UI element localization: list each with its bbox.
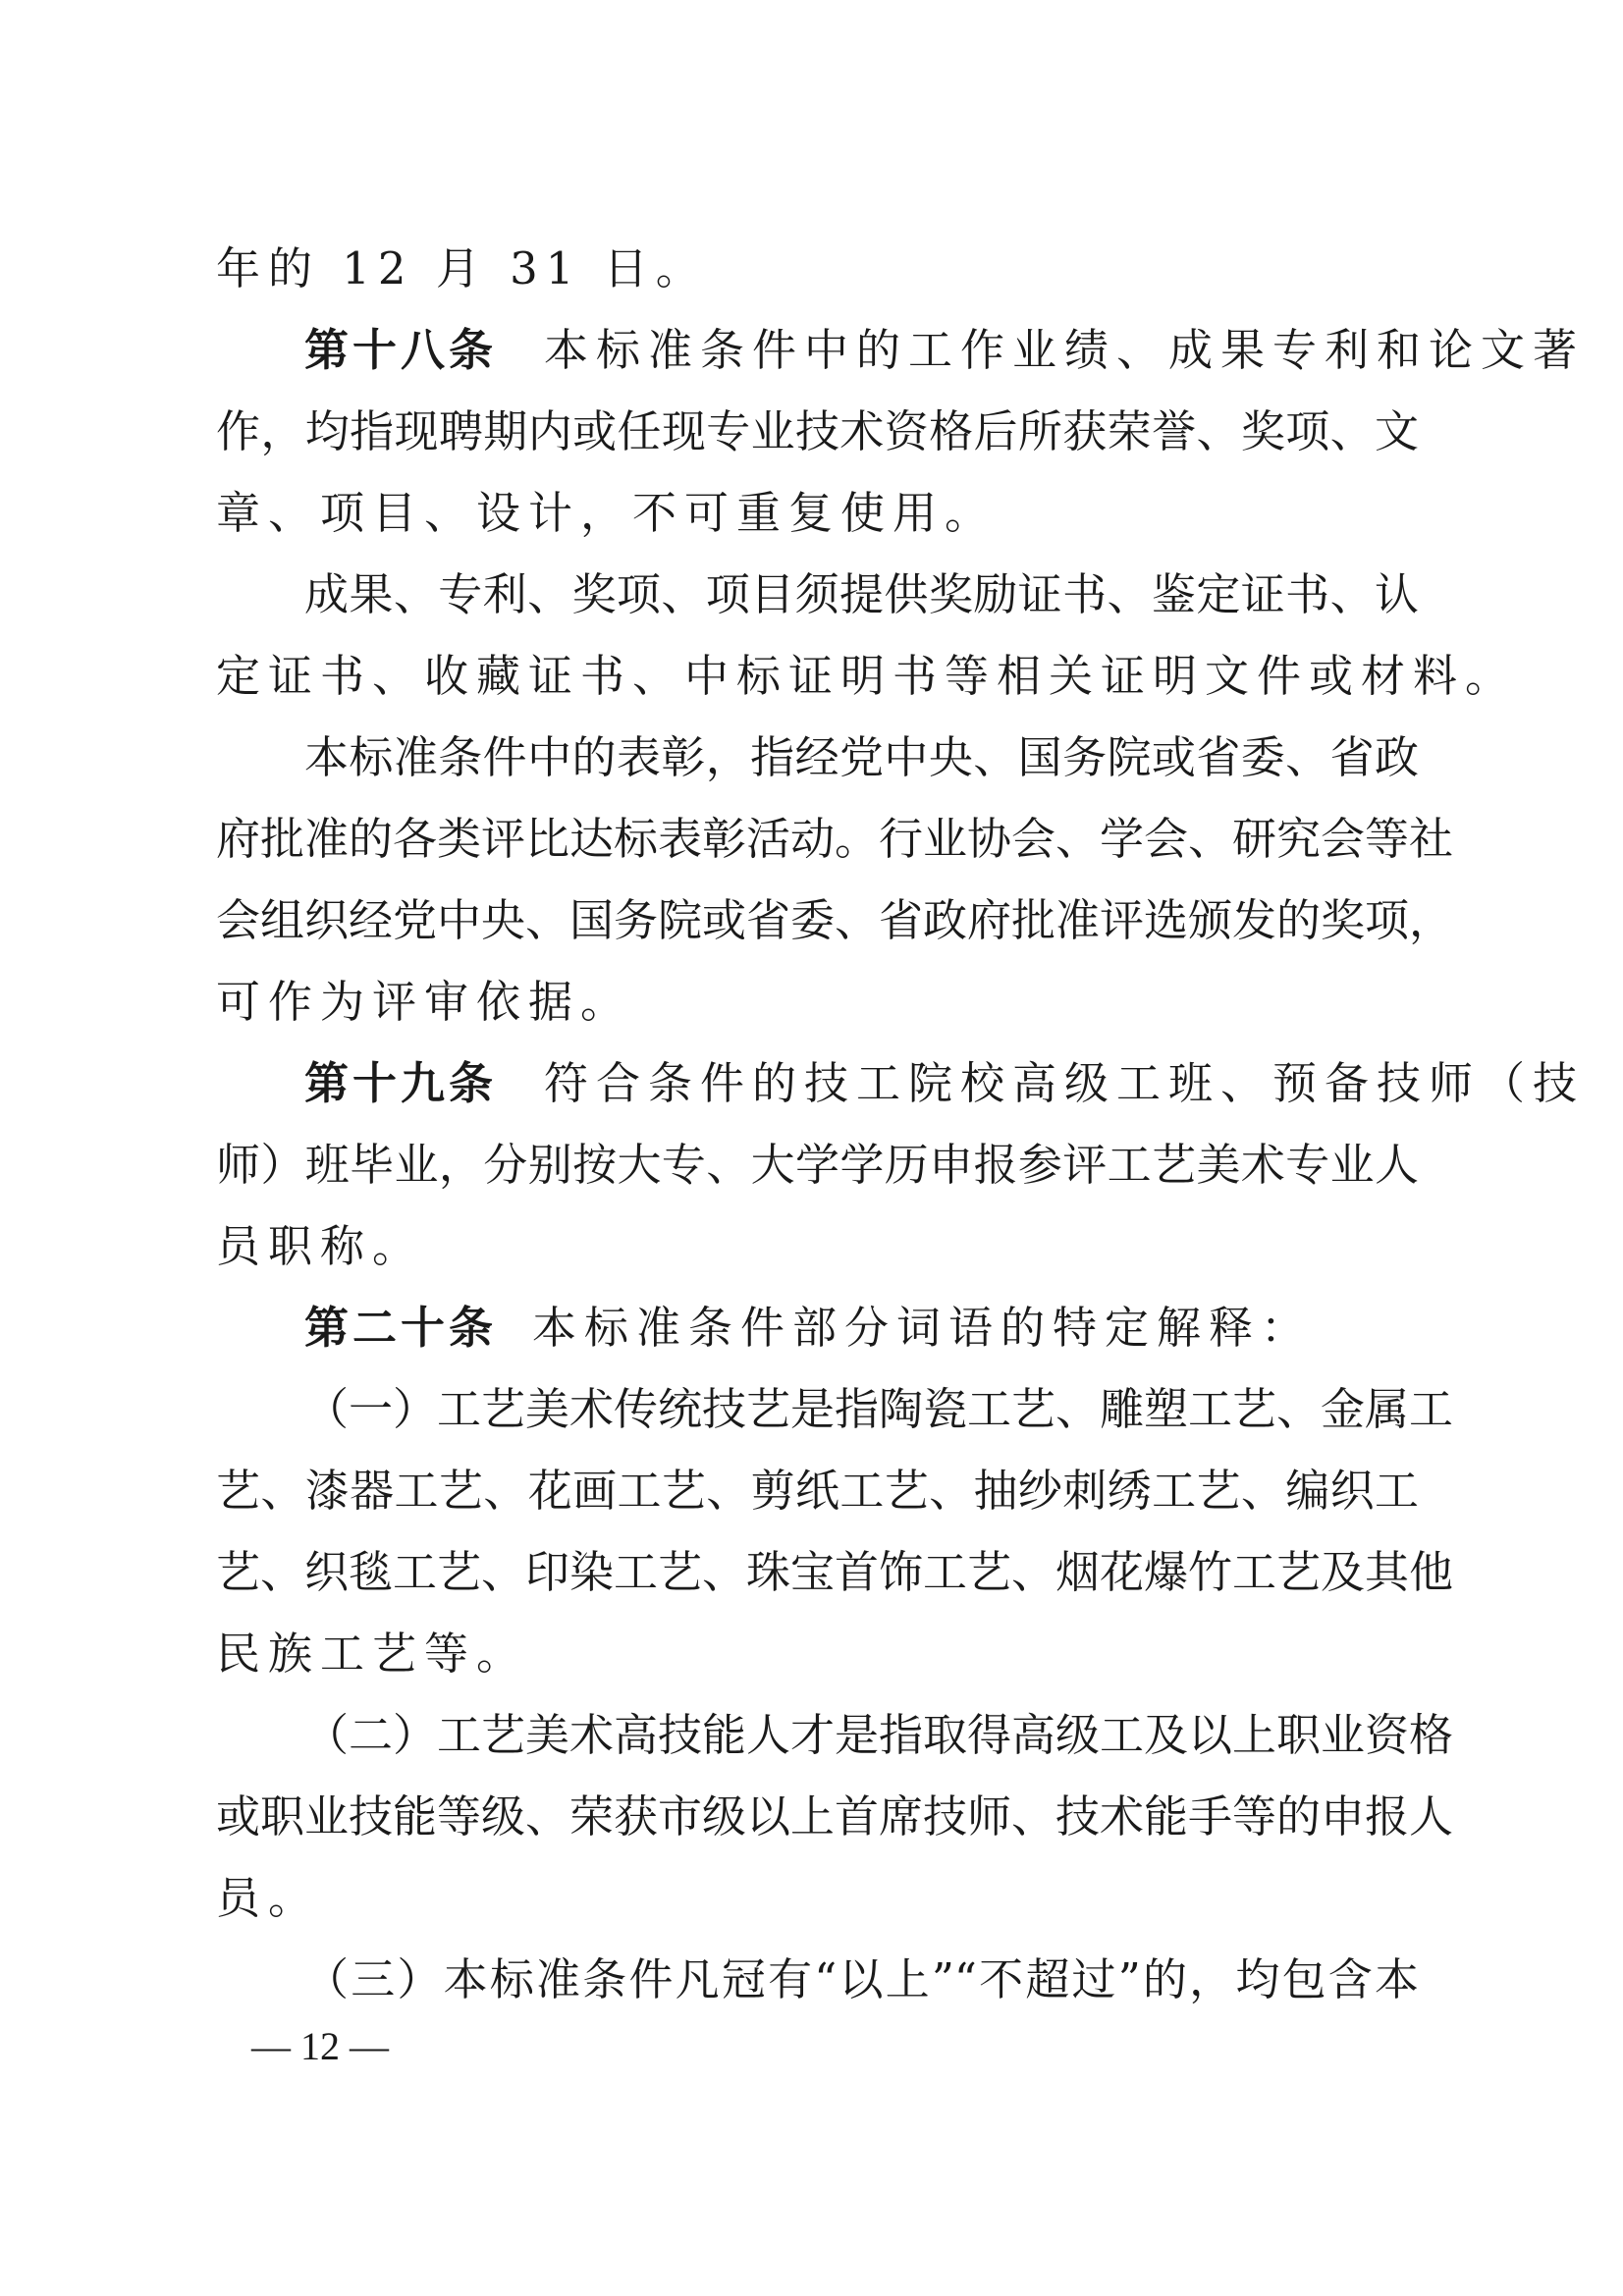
article-19-first-line [216, 1042, 1586, 1124]
text-line: 师）班毕业，分别按大专、大学学历申报参评工艺美术专业人 [216, 1139, 1419, 1191]
text-line: 府批准的各类评比达标表彰活动。行业协会、学会、研究会等社 [216, 813, 1454, 865]
text-line: 民族工艺等。 [216, 1628, 529, 1680]
text-line: 本标准条件中的工作业绩、成果专利和论文著 [544, 324, 1586, 376]
text-line: 会组织经党中央、国务院或省委、省政府批准评选颁发的奖项， [216, 894, 1454, 946]
text-line: 符合条件的技工院校高级工班、预备技师（技 [544, 1057, 1586, 1109]
document-body [216, 228, 1586, 2020]
text-line: （二）工艺美术高技能人才是指取得高级工及以上职业资格 [304, 1709, 1454, 1761]
article-19-title: 第十九条 [304, 1057, 498, 1109]
text-line: 员。 [216, 1872, 321, 1924]
text-line: 可作为评审依据。 [216, 976, 633, 1028]
text-line: （一）工艺美术传统技艺是指陶瓷工艺、雕塑工艺、金属工 [304, 1383, 1454, 1435]
text-line: 作，均指现聘期内或任现专业技术资格后所获荣誉、奖项、文 [216, 405, 1419, 457]
article-20-first-line [216, 1287, 1419, 1368]
text-line: 本标准条件部分词语的特定解释： [532, 1302, 1314, 1354]
text-line: 章、项目、设计，不可重复使用。 [216, 487, 998, 539]
text-line: 艺、织毯工艺、印染工艺、珠宝首饰工艺、烟花爆竹工艺及其他 [216, 1546, 1454, 1598]
article-18-title: 第十八条 [304, 324, 498, 376]
text-line: 或职业技能等级、荣获市级以上首席技师、技术能手等的申报人 [216, 1790, 1454, 1842]
text-line: 年的 12 月 31 日。 [216, 242, 708, 294]
text-line: 艺、漆器工艺、花画工艺、剪纸工艺、抽纱刺绣工艺、编织工 [216, 1465, 1419, 1517]
text-line: 本标准条件中的表彰，指经党中央、国务院或省委、省政 [304, 731, 1419, 783]
text-line: （三）本标准条件凡冠有“以上”“不超过”的，均包含本 [304, 1953, 1419, 2005]
text-line: 定证书、收藏证书、中标证明书等相关证明文件或材料。 [216, 650, 1518, 702]
page-number: — 12 — [251, 2024, 389, 2068]
article-20-title: 第二十条 [304, 1302, 498, 1354]
article-18-first-line [216, 309, 1586, 391]
text-line: 成果、专利、奖项、项目须提供奖励证书、鉴定证书、认 [304, 568, 1419, 620]
text-line: 员职称。 [216, 1220, 425, 1272]
